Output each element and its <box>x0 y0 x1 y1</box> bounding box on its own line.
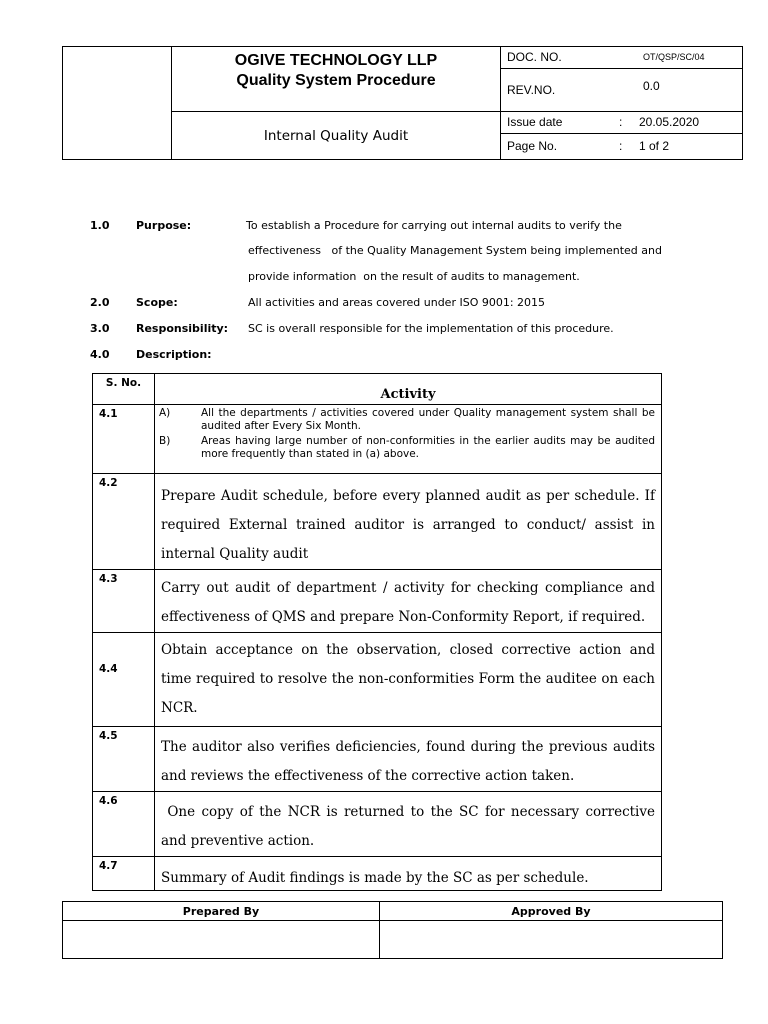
rev-no-value: 0.0 <box>643 78 660 93</box>
approved-by-header: Approved By <box>380 902 723 921</box>
procedure-subtitle: Quality System Procedure <box>236 72 436 89</box>
column-header-activity: Activity <box>155 374 662 405</box>
sub-item-text: All the departments / activities covered under Quality management system shall be audited after Every Six Month. <box>201 407 655 432</box>
row-sno: 4.2 <box>93 474 155 570</box>
column-header-sno: S. No. <box>93 374 155 405</box>
responsibility-number: 3.0 <box>90 322 110 335</box>
page-no-colon: : <box>619 139 623 154</box>
table-row <box>93 570 662 633</box>
responsibility-text: SC is overall responsible for the implementation of this procedure. <box>248 322 614 335</box>
purpose-line-3: provide information on the result of audits to management. <box>248 270 580 283</box>
table-row <box>93 474 662 570</box>
row-sno: 4.3 <box>93 570 155 633</box>
activity-table <box>92 373 662 891</box>
doc-no-label: DOC. NO. <box>501 47 637 68</box>
page-no-label: Page No. <box>507 139 558 154</box>
prepared-by-signature <box>63 921 380 959</box>
row-activity: The auditor also verifies deficiencies, found during the previous audits and reviews the effectiveness of the corrective action taken. <box>155 727 662 792</box>
table-row <box>93 405 662 474</box>
company-name: OGIVE TECHNOLOGY LLP <box>234 52 438 69</box>
doc-no-value: OT/QSP/SC/04 <box>637 47 742 68</box>
table-row <box>93 857 662 891</box>
approved-by-signature <box>380 921 723 959</box>
sub-item <box>155 407 655 433</box>
row-activity: Summary of Audit findings is made by the SC as per schedule. <box>155 857 662 891</box>
purpose-heading: Purpose: <box>136 219 192 232</box>
signature-table <box>62 901 723 959</box>
responsibility-heading: Responsibility: <box>136 322 229 335</box>
issue-date-value: 20.05.2020 <box>633 112 742 133</box>
purpose-number: 1.0 <box>90 219 110 232</box>
document-header <box>62 46 743 160</box>
row-sno: 4.6 <box>93 792 155 857</box>
scope-heading: Scope: <box>136 296 178 309</box>
table-row <box>93 792 662 857</box>
doc-meta-top <box>501 47 743 112</box>
issue-date-label: Issue date <box>501 112 619 133</box>
prepared-by-header: Prepared By <box>63 902 380 921</box>
row-sno: 4.1 <box>93 405 155 474</box>
scope-number: 2.0 <box>90 296 110 309</box>
sub-item <box>155 435 655 461</box>
purpose-line-1: To establish a Procedure for carrying out internal audits to verify the <box>246 219 622 232</box>
scope-text: All activities and areas covered under ISO 9001: 2015 <box>248 296 546 309</box>
row-activity <box>155 405 662 474</box>
row-sno: 4.5 <box>93 727 155 792</box>
description-heading: Description: <box>136 348 212 361</box>
issue-date-colon: : <box>619 112 633 133</box>
sub-item-label: B) <box>159 435 171 447</box>
description-number: 4.0 <box>90 348 110 361</box>
row-sno: 4.4 <box>93 633 155 727</box>
table-header-row <box>93 374 662 405</box>
table-row <box>93 727 662 792</box>
doc-meta-bottom <box>501 112 743 160</box>
document-title: Internal Quality Audit <box>172 112 501 160</box>
sub-item-label: A) <box>159 407 171 419</box>
row-activity: Prepare Audit schedule, before every planned audit as per schedule. If required External trained auditor is arranged to conduct/ assist in internal Quality audit <box>155 474 662 570</box>
sub-item-text: Areas having large number of non-conformities in the earlier audits may be audited more frequently than stated in (a) above. <box>201 435 655 460</box>
row-activity: One copy of the NCR is returned to the SC for necessary corrective and preventive action. <box>155 792 662 857</box>
purpose-line-2: effectiveness of the Quality Management System being implemented and <box>248 244 662 257</box>
company-cell <box>172 47 501 112</box>
page-no-value: 1 of 2 <box>639 139 670 154</box>
row-activity: Carry out audit of department / activity for checking compliance and effectiveness of QMS and prepare Non-Conformity Report, if required. <box>155 570 662 633</box>
table-row <box>93 633 662 727</box>
row-sno: 4.7 <box>93 857 155 891</box>
logo-cell <box>63 47 172 160</box>
row-activity: Obtain acceptance on the observation, closed corrective action and time required to resolve the non-conformities Form the auditee on each NCR. <box>155 633 662 727</box>
rev-no-label: REV.NO. <box>507 82 556 97</box>
